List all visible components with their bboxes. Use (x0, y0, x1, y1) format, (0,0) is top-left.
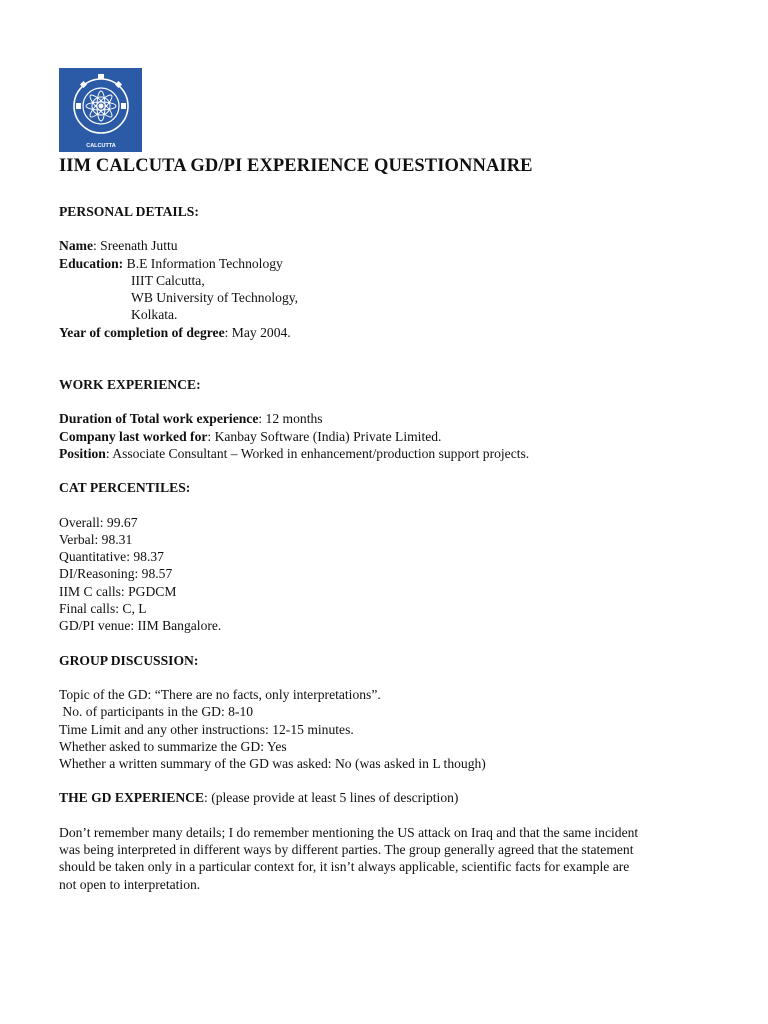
duration-line (59, 410, 739, 427)
education-value-4: Kolkata. (131, 307, 178, 323)
cat-line-verbal: Verbal: 98.31 (59, 531, 133, 547)
page-title: IIM CALCUTA GD/PI EXPERIENCE QUESTIONNAIRE (59, 156, 533, 176)
education-value-2: IIIT Calcutta, (131, 272, 205, 288)
iim-calcutta-emblem-icon (59, 68, 142, 152)
name-value: : Sreenath Juttu (92, 238, 178, 254)
gd-experience-paragraph-line-1: Don’t remember many details; I do remember mentioning the US attack on Iraq and that the same incident (59, 824, 639, 840)
gd-line-participants: No. of participants in the GD: 8-10 (59, 704, 254, 720)
year-value: : May 2004. (224, 324, 291, 340)
gd-experience-paragraph-line-4: not open to interpretation. (59, 876, 201, 892)
education-value-1: B.E Information Technology (126, 255, 283, 271)
name-line (59, 237, 739, 254)
gd-experience-heading-line (59, 789, 739, 806)
company-line (59, 428, 739, 445)
gd-experience-paragraph-line-3: should be taken only in a particular context for, it isn’t always applicable, scientific facts for example are (59, 859, 630, 875)
company-label: Company last worked for (59, 428, 208, 444)
year-label: Year of completion of degree (59, 324, 225, 340)
cat-line-quantitative: Quantitative: 98.37 (59, 549, 164, 565)
cat-line-iimc-calls: IIM C calls: PGDCM (59, 583, 177, 599)
gd-line-topic: Topic of the GD: “There are no facts, only interpretations”. (59, 686, 381, 702)
gd-experience-paragraph-line-2: was being interpreted in different ways by different parties. The group generally agreed that the statement (59, 842, 634, 858)
position-line (59, 445, 739, 462)
position-label: Position (59, 445, 106, 461)
group-discussion-heading: GROUP DISCUSSION: (59, 652, 199, 668)
cat-line-venue: GD/PI venue: IIM Bangalore. (59, 618, 222, 634)
gd-line-summarize: Whether asked to summarize the GD: Yes (59, 738, 287, 754)
year-line (59, 324, 739, 341)
document-page (59, 68, 739, 893)
cat-line-overall: Overall: 99.67 (59, 514, 138, 530)
work-experience-heading: WORK EXPERIENCE: (59, 377, 201, 393)
duration-value: : 12 months (258, 411, 323, 427)
logo-caption: CALCUTTA (86, 143, 116, 149)
personal-details-heading: PERSONAL DETAILS: (59, 204, 199, 219)
gd-line-written-summary: Whether a written summary of the GD was asked: No (was asked in L though) (59, 756, 486, 772)
gd-line-time-limit: Time Limit and any other instructions: 12-15 minutes. (59, 721, 354, 737)
company-value: : Kanbay Software (India) Private Limited. (207, 428, 442, 444)
cat-line-final-calls: Final calls: C, L (59, 601, 147, 617)
cat-line-di-reasoning: DI/Reasoning: 98.57 (59, 566, 173, 582)
cat-percentiles-heading: CAT PERCENTILES: (59, 480, 191, 496)
education-label: Education: (59, 255, 124, 271)
gd-experience-instruction: : (please provide at least 5 lines of description) (204, 790, 459, 806)
gd-experience-heading: THE GD EXPERIENCE (59, 790, 205, 806)
education-value-3: WB University of Technology, (131, 290, 299, 306)
name-label: Name (59, 238, 93, 254)
education-line (59, 255, 739, 272)
position-value: : Associate Consultant – Worked in enhancement/production support projects. (105, 445, 530, 461)
duration-label: Duration of Total work experience (59, 411, 259, 427)
